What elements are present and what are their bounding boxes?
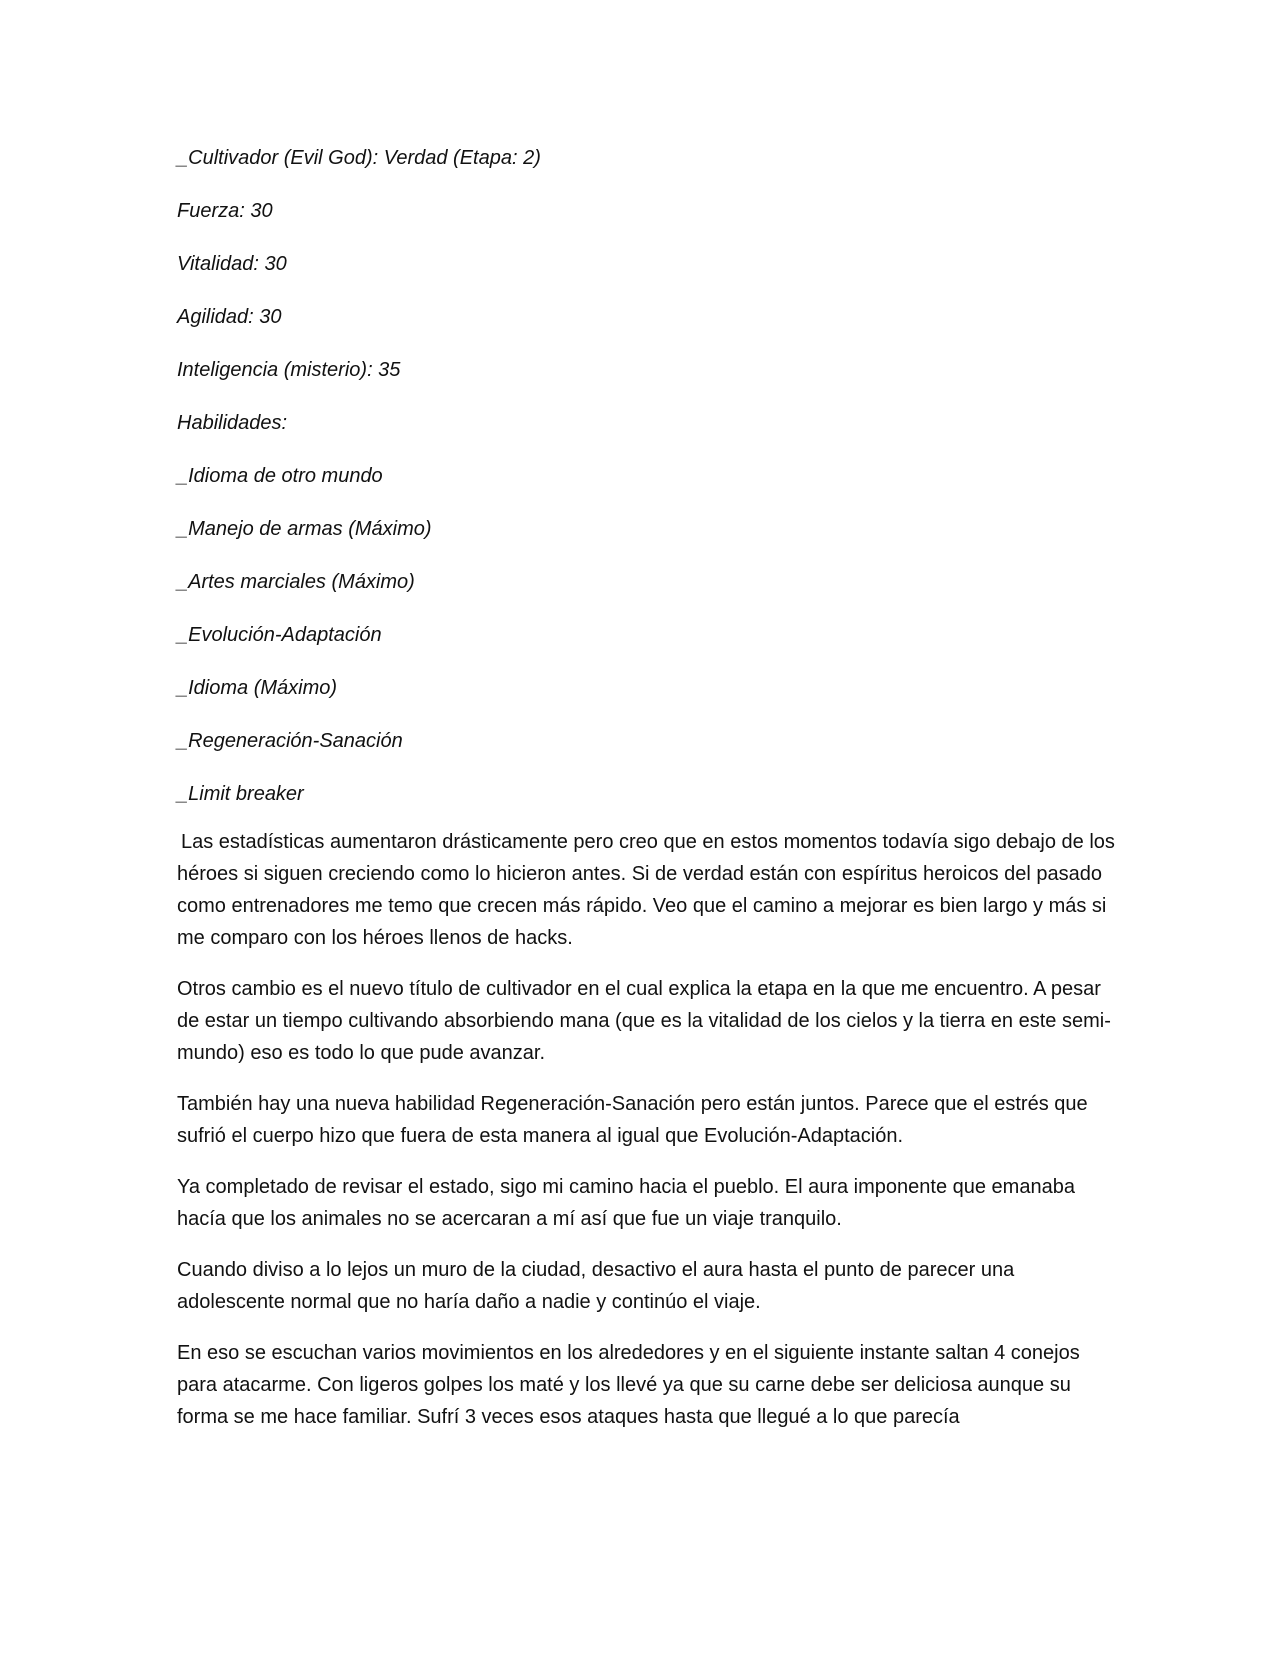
stat-vitalidad: Vitalidad: 30 <box>177 253 287 275</box>
skill-item: _Idioma de otro mundo <box>177 465 383 487</box>
skill-item: _Regeneración-Sanación <box>177 730 403 752</box>
body-paragraph: Otros cambio es el nuevo título de cultivador en el cual explica la etapa en la que me encuentro. A pesar de estar un tiempo cultivando absorbiendo mana (que es la vitalidad de los cielos y la tierra en este semi-mundo) eso es todo lo que pude avanzar. <box>177 978 1111 1064</box>
skill-item: _Evolución-Adaptación <box>177 624 382 646</box>
body-paragraph: También hay una nueva habilidad Regeneración-Sanación pero están juntos. Parece que el estrés que sufrió el cuerpo hizo que fuera de esta manera al igual que Evolución-Adaptación. <box>177 1093 1088 1147</box>
skill-item: _Idioma (Máximo) <box>177 677 338 699</box>
stat-agilidad: Agilidad: 30 <box>177 306 282 328</box>
stat-inteligencia: Inteligencia (misterio): 35 <box>177 359 401 381</box>
skill-item: _Limit breaker <box>177 783 304 805</box>
stat-fuerza: Fuerza: 30 <box>177 200 273 222</box>
skill-item: _Artes marciales (Máximo) <box>177 571 415 593</box>
body-paragraph: Las estadísticas aumentaron drásticamente pero creo que en estos momentos todavía sigo debajo de los héroes si siguen creciendo como lo hicieron antes. Si de verdad están con espíritus heroicos del pasado como entrenadores me temo que crecen más rápido. Veo que el camino a mejorar es bien largo y más si me comparo con los héroes llenos de hacks. <box>177 831 1115 949</box>
body-paragraph: Ya completado de revisar el estado, sigo mi camino hacia el pueblo. El aura imponente que emanaba hacía que los animales no se acercaran a mí así que fue un viaje tranquilo. <box>177 1176 1075 1230</box>
body-paragraph: En eso se escuchan varios movimientos en los alrededores y en el siguiente instante saltan 4 conejos para atacarme. Con ligeros golpes los maté y los llevé ya que su carne debe ser deliciosa aunque su forma se me hace familiar. Sufrí 3 veces esos ataques hasta que llegué a lo que parecía <box>177 1342 1080 1428</box>
habilidades-heading: Habilidades: <box>177 412 288 434</box>
skill-item: _Manejo de armas (Máximo) <box>177 518 432 540</box>
cultivator-title: _Cultivador (Evil God): Verdad (Etapa: 2) <box>177 147 541 169</box>
body-paragraph: Cuando diviso a lo lejos un muro de la ciudad, desactivo el aura hasta el punto de parecer una adolescente normal que no haría daño a nadie y continúo el viaje. <box>177 1259 1015 1313</box>
page-content <box>177 144 1117 1452</box>
